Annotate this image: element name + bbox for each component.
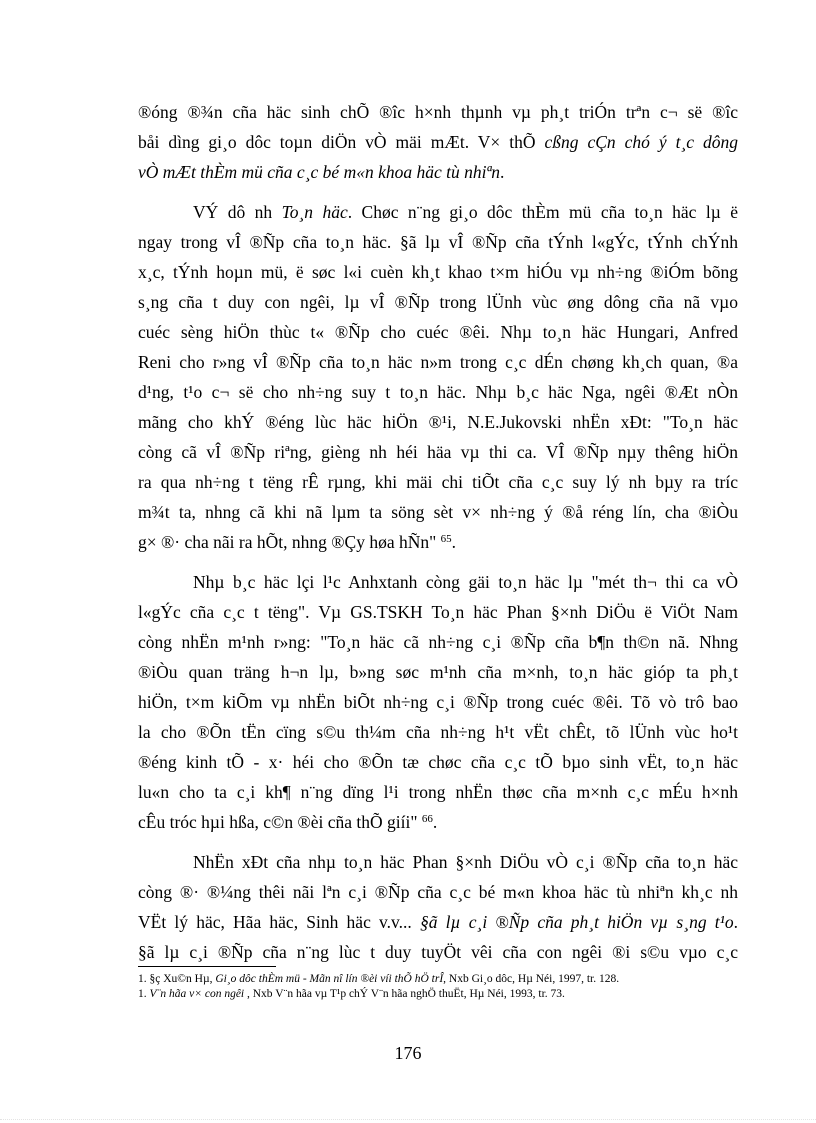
body-line: m¾t ta, nhng cã khi nã lµm ta söng sèt v× nh÷ng ý ®å réng lín, cha ®iÒu — [138, 502, 738, 522]
emphasis-text: vÒ mÆt thÈm mü cña c¸c bé m«n khoa häc tù nhiªn — [138, 162, 501, 182]
footnote-ref[interactable]: 66 — [421, 813, 433, 825]
body-line: Reni cho r»ng vÎ ®Ñp cña to¸n häc n»m trong c¸c dÉn chøng kh¸ch quan, ®a — [138, 352, 738, 372]
footnote: 1. V¨n hãa v× con ngêi , Nxb V¨n hãa vµ T¹p chÝ V¨n hãa nghÖ thuËt, Hµ Néi, 1993, tr. 73. — [138, 988, 565, 1000]
body-line: lu«n cho ta c¸i kh¶ n¨ng dïng l¹i trong nhËn thøc cña m×nh c¸c mÉu h×nh — [138, 782, 738, 802]
body-line: ngay trong vÎ ®Ñp cña to¸n häc. §ã lµ vÎ ®Ñp cña tÝnh l«gÝc, tÝnh chÝnh — [138, 232, 738, 252]
body-line: ra qua nh÷ng t tëng rÊ rµng, khi mäi chi tiÕt cña c¸c suy lý nh bµy ra tríc — [138, 472, 738, 492]
body-line: d¹ng, t¹o c¬ së cho nh÷ng suy t to¸n häc. Nhµ b¸c häc Nga, ngêi ®Æt nÒn — [138, 382, 738, 402]
body-line: ®iÒu quan träng h¬n lµ, b»ng søc m¹nh cña m×nh, to¸n häc gióp ta ph¸t — [138, 662, 738, 682]
body-line: còng ®· ®¼ng thêi nãi lªn c¸i ®Ñp cña c¸c bé m«n khoa häc tù nhiªn kh¸c nh — [138, 882, 738, 902]
body-line: còng nhËn m¹nh r»ng: "To¸n häc cã nh÷ng c¸i ®Ñp cña b¶n th©n nã. Nhng — [138, 632, 738, 652]
body-line: x¸c, tÝnh hoµn mü, ë søc l«i cuèn kh¸t khao t×m hiÓu vµ nh÷ng ®iÓm bõng — [138, 262, 738, 282]
body-line: NhËn xÐt cña nhµ to¸n häc Phan §×nh DiÖu vÒ c¸i ®Ñp cña to¸n häc — [193, 852, 738, 872]
body-line: cuéc sèng hiÖn thùc t« ®Ñp cho cuéc ®êi. Nhµ to¸n häc Hungari, Anfred — [138, 322, 738, 342]
body-line: VËt lý häc, Hãa häc, Sinh häc v.v... §ã lµ c¸i ®Ñp cña ph¸t hiÖn vµ s¸ng t¹o. — [138, 912, 738, 932]
footnote-title: V¨n hãa v× con ngêi — [149, 988, 245, 1000]
body-line: båi dìng gi¸o dôc toµn diÖn vÒ mäi mÆt. V× thÕ cßng cÇn chó ý t¸c dông — [138, 132, 738, 152]
body-line: Nhµ b¸c häc lçi l¹c Anhxtanh còng gäi to¸n häc lµ "mét th¬ thi ca vÒ — [193, 572, 738, 592]
body-line: g× ®· cha nãi ra hÕt, nhng ®Çy høa hÑn" $^{65}$. — [138, 532, 457, 552]
page-number: 176 — [394, 1043, 422, 1063]
body-line: la cho ®Õn tËn cïng s©u th¼m cña nh÷ng h¹t vËt chÊt, tõ lÜnh vùc ho¹t — [138, 722, 738, 742]
body-line: ®éng kinh tÕ - x· héi cho ®Õn tæ chøc cña c¸c tÕ bµo sinh vËt, to¸n häc — [138, 752, 738, 772]
body-line: ®óng ®¾n cña häc sinh chÕ ®îc h×nh thµnh vµ ph¸t triÓn trªn c¬ së ®îc — [138, 102, 738, 122]
footnote-title: Gi¸o dôc thÈm mü - Mãn nî lín ®èi víi thÕ hÖ trÎ — [215, 973, 444, 985]
emphasis-text: To¸n häc — [281, 202, 348, 222]
body-line: s¸ng cña t duy con ngêi, lµ vÎ ®Ñp trong lÜnh vùc øng dông cña nã vµo — [138, 292, 738, 312]
body-line: l«gÝc cña c¸c t tëng". Vµ GS.TSKH To¸n häc Phan §×nh DiÖu ë ViÖt Nam — [138, 602, 738, 622]
body-line: VÝ dô nh To¸n häc. Chøc n¨ng gi¸o dôc thÈm mü cña to¸n häc lµ ë — [193, 202, 738, 222]
body-line: vÒ mÆt thÈm mü cña c¸c bé m«n khoa häc tù nhiªn. — [138, 162, 505, 182]
emphasis-text: §ã lµ c¸i ®Ñp cña ph¸t hiÖn vµ s¸ng t¹o — [419, 912, 734, 932]
footnote-ref[interactable]: 65 — [440, 533, 452, 545]
body-line: cÊu tróc hµi hßa, c©n ®èi cña thÕ giíi" $^{66}$. — [138, 812, 438, 832]
footnote-separator — [138, 966, 276, 967]
emphasis-text: cßng cÇn chó ý t¸c dông — [544, 132, 738, 152]
body-line: còng cã vÎ ®Ñp riªng, gièng nh héi häa vµ thi ca. VÎ ®Ñp nµy thêng hiÖn — [138, 442, 738, 462]
footnote: 1. §ç Xu©n Hµ, Gi¸o dôc thÈm mü - Mãn nî lín ®èi víi thÕ hÖ trÎ, Nxb Gi¸o dôc, Hµ Néi, 1997, tr. 128. — [138, 973, 620, 985]
body-line: §ã lµ c¸i ®Ñp cña n¨ng lùc t duy tuyÖt vêi cña con ngêi ®i s©u vµo c¸c — [138, 942, 738, 962]
body-line: mãng cho khÝ ®éng lùc häc hiÖn ®¹i, N.E.Jukovski nhËn xÐt: "To¸n häc — [138, 412, 738, 432]
body-line: hiÖn, t×m kiÕm vµ nhËn biÕt nh÷ng c¸i ®Ñp trong cuéc ®êi. Tõ vò trô bao — [138, 692, 738, 712]
page-edge — [0, 1119, 816, 1120]
